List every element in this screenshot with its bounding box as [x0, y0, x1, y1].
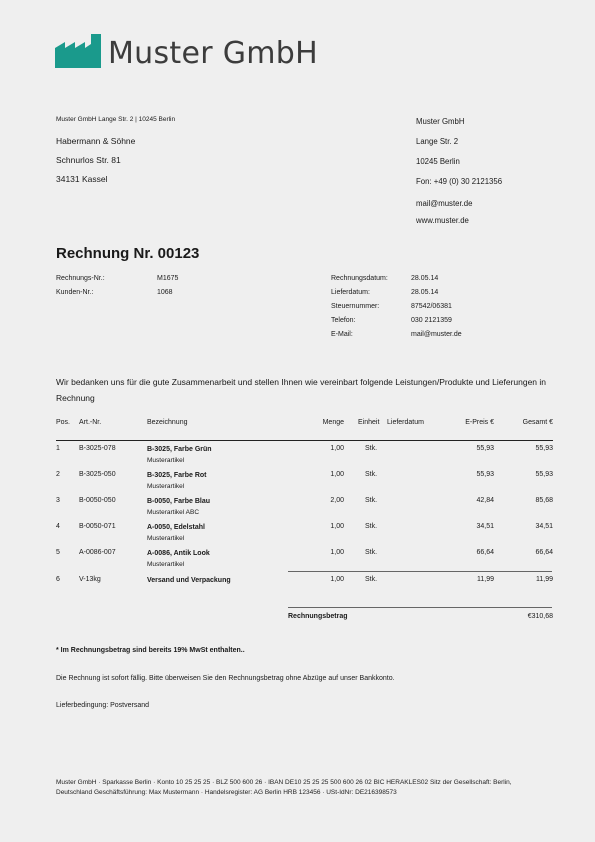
row-qty: 1,00 [330, 471, 344, 478]
meta-label: Rechnungsdatum: [331, 275, 388, 282]
meta-label: Steuernummer: [331, 303, 380, 310]
meta-label: Telefon: [331, 317, 356, 324]
intro-text: Wir bedanken uns für die gute Zusammenarbeit und stellen Ihnen wie vereinbart folgende Leistungen/Produkte und Lieferungen in Rechnung [56, 377, 547, 403]
row-desc: B-0050, Farbe Blau [147, 497, 211, 505]
row-total: 66,64 [535, 549, 553, 556]
meta-value: 030 2121359 [411, 317, 452, 324]
row-art: V-13kg [79, 576, 101, 583]
row-art: B-3025-078 [79, 445, 116, 452]
meta-label: Rechnungs-Nr.: [56, 275, 105, 282]
row-qty: 1,00 [330, 523, 344, 530]
col-total-header: Gesamt € [522, 419, 553, 426]
sender-line: Muster GmbH Lange Str. 2 | 10245 Berlin [56, 116, 176, 123]
footer-line-1: Muster GmbH · Sparkasse Berlin · Konto 10 25 25 25 · BLZ 500 600 26 · IBAN DE10 25 25 25 500 600 26 02 BIC HERAKLES02 Sitz der Gesellschaft: Berlin, [56, 779, 512, 786]
delivery-note: Lieferbedingung: Postversand [56, 702, 150, 709]
row-total: 55,93 [535, 445, 553, 452]
vat-note: * Im Rechnungsbetrag sind bereits 19% MwSt enthalten.. [56, 647, 245, 654]
row-unit: Stk. [365, 549, 378, 556]
row-desc: B-3025, Farbe Grün [147, 445, 212, 453]
row-price: 55,93 [476, 471, 494, 478]
row-unit: Stk. [365, 497, 378, 504]
sum-label: Rechnungsbetrag [288, 613, 348, 620]
row-price: 34,51 [476, 523, 494, 530]
recipient-name: Habermann & Söhne [56, 136, 136, 146]
meta-label: Kunden-Nr.: [56, 289, 94, 296]
row-qty: 2,00 [330, 497, 344, 504]
row-price: 55,93 [476, 445, 494, 452]
col-art-header: Art.-Nr. [79, 419, 102, 426]
row-pos: 2 [56, 471, 60, 478]
row-unit: Stk. [365, 523, 378, 530]
factory-logo-icon [55, 34, 101, 68]
sender-city: 10245 Berlin [416, 157, 460, 166]
sum-value: €310,68 [527, 613, 553, 620]
row-sub: Musterartikel [147, 561, 185, 568]
sender-web: www.muster.de [416, 216, 469, 225]
footer-line-2: Deutschland Geschäftsführung: Max Mustermann · Handelsregister: AG Berlin HRB 123456 · USt-IdNr: DE216398573 [56, 789, 397, 796]
row-pos: 3 [56, 497, 60, 504]
row-sub: Musterartikel [147, 483, 185, 490]
row-pos: 6 [56, 576, 60, 583]
row-pos: 4 [56, 523, 60, 530]
meta-value: 1068 [157, 289, 173, 296]
row-total: 85,68 [535, 497, 553, 504]
meta-value: M1675 [157, 275, 179, 282]
sender-phone: Fon: +49 (0) 30 2121356 [416, 177, 503, 186]
row-price: 11,99 [477, 576, 494, 583]
meta-value: 28.05.14 [411, 289, 439, 296]
row-price: 66,64 [476, 549, 494, 556]
row-qty: 1,00 [330, 576, 344, 583]
row-total: 34,51 [535, 523, 553, 530]
row-art: A-0086-007 [79, 549, 116, 556]
row-pos: 1 [56, 445, 60, 452]
row-desc: Versand und Verpackung [147, 576, 231, 584]
invoice-title: Rechnung Nr. 00123 [56, 245, 200, 262]
row-art: B-0050-050 [79, 497, 116, 504]
meta-value: 87542/06381 [411, 303, 452, 310]
col-price-header: E-Preis € [465, 419, 494, 426]
row-art: B-0050-071 [79, 523, 116, 530]
sender-street: Lange Str. 2 [416, 137, 459, 146]
meta-label: E-Mail: [331, 331, 353, 338]
col-date-header: Lieferdatum [387, 419, 424, 426]
table-header-rule [56, 440, 553, 441]
row-qty: 1,00 [330, 549, 344, 556]
recipient-street: Schnurlos Str. 81 [56, 155, 121, 165]
row-unit: Stk. [365, 445, 378, 452]
sum-rule [288, 607, 552, 608]
row-art: B-3025-050 [79, 471, 116, 478]
row-unit: Stk. [365, 471, 378, 478]
meta-value: mail@muster.de [411, 331, 462, 338]
recipient-city: 34131 Kassel [56, 174, 108, 184]
col-pos-header: Pos. [56, 419, 71, 426]
row-sub: Musterartikel [147, 457, 185, 464]
row-total: 55,93 [535, 471, 553, 478]
meta-label: Lieferdatum: [331, 289, 370, 296]
shipping-rule [288, 571, 552, 572]
row-price: 42,84 [476, 497, 494, 504]
row-sub: Musterartikel ABC [147, 509, 200, 516]
row-qty: 1,00 [330, 445, 344, 452]
row-sub: Musterartikel [147, 535, 185, 542]
row-pos: 5 [56, 549, 60, 556]
row-total: 11,99 [536, 576, 553, 583]
row-desc: A-0050, Edelstahl [147, 523, 205, 531]
row-unit: Stk. [365, 576, 378, 583]
sender-email: mail@muster.de [416, 199, 473, 208]
col-unit-header: Einheit [358, 419, 380, 426]
row-desc: B-3025, Farbe Rot [147, 471, 207, 479]
col-qty-header: Menge [322, 419, 344, 426]
row-desc: A-0086, Antik Look [147, 549, 210, 557]
col-desc-header: Bezeichnung [147, 419, 188, 426]
company-name: Muster GmbH [108, 36, 318, 71]
payment-note: Die Rechnung ist sofort fällig. Bitte überweisen Sie den Rechnungsbetrag ohne Abzüge auf unser Bankkonto. [56, 675, 395, 682]
sender-name: Muster GmbH [416, 117, 465, 126]
meta-value: 28.05.14 [411, 275, 439, 282]
